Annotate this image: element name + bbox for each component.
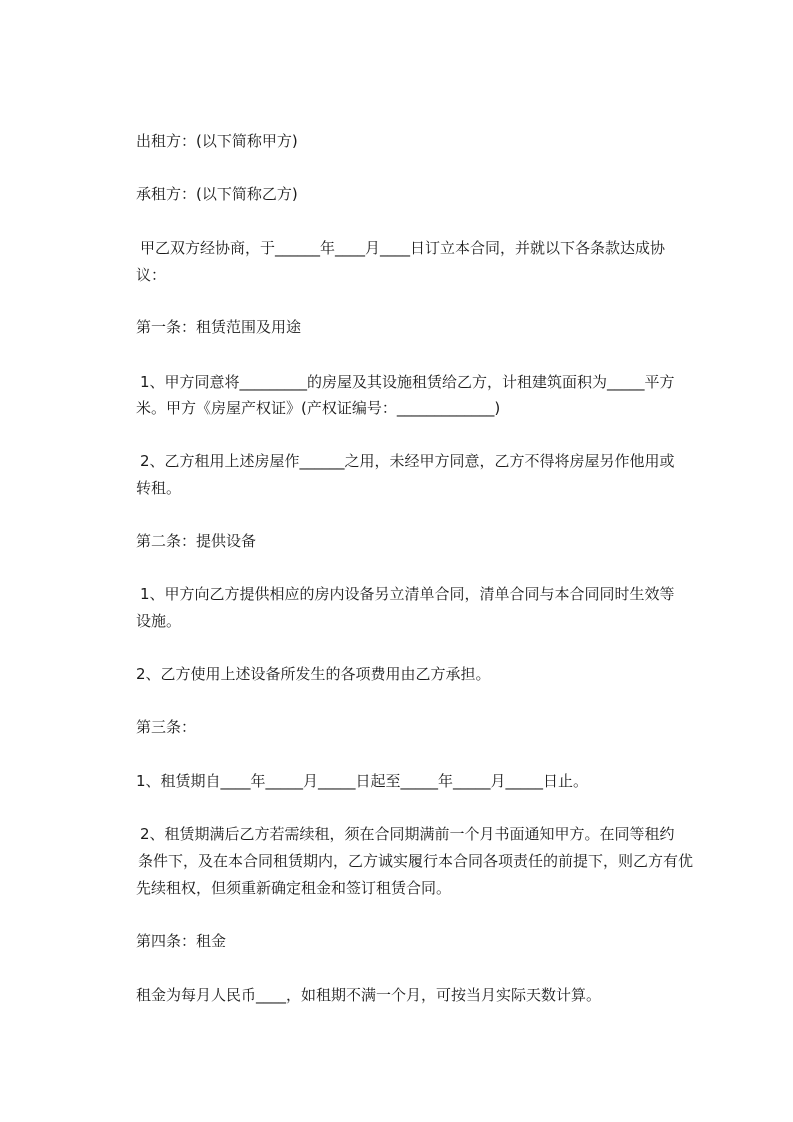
article-4-clause-1: 租金为每月人民币____，如租期不满一个月，可按当月实际天数计算。 bbox=[136, 986, 602, 1004]
article-2-clause-2: 2、乙方使用上述设备所发生的各项费用由乙方承担。 bbox=[136, 665, 491, 683]
article-3-clause-2-line-1: 2、租赁期满后乙方若需续租，须在合同期满前一个月书面通知甲方。在同等租约 bbox=[140, 825, 675, 843]
intro-paragraph-line-2: 议： bbox=[136, 266, 167, 284]
article-4-title: 第四条：租金 bbox=[136, 932, 227, 950]
article-1-clause-1-line-2: 米。甲方《房屋产权证》(产权证编号：_____________) bbox=[136, 399, 501, 417]
lessee-line: 承租方：(以下简称乙方) bbox=[136, 185, 298, 203]
article-1-title: 第一条：租赁范围及用途 bbox=[136, 318, 302, 336]
article-1-clause-2-line-2: 转租。 bbox=[136, 479, 182, 497]
article-1-clause-1-line-1: 1、甲方同意将_________的房屋及其设施租赁给乙方，计租建筑面积为_____平方 bbox=[140, 373, 675, 391]
article-3-title: 第三条： bbox=[136, 718, 197, 736]
lessor-line: 出租方：(以下简称甲方) bbox=[136, 132, 298, 150]
article-1-clause-2-line-1: 2、乙方租用上述房屋作______之用，未经甲方同意，乙方不得将房屋另作他用或 bbox=[140, 452, 675, 470]
article-2-title: 第二条：提供设备 bbox=[136, 532, 257, 550]
intro-paragraph-line-1: 甲乙双方经协商，于______年____月____日订立本合同，并就以下各条款达成协 bbox=[140, 239, 666, 257]
article-3-clause-1: 1、租赁期自____年_____月_____日起至_____年_____月_____日止。 bbox=[136, 772, 589, 790]
article-2-clause-1-line-2: 设施。 bbox=[136, 612, 182, 630]
article-2-clause-1-line-1: 1、甲方向乙方提供相应的房内设备另立清单合同，清单合同与本合同同时生效等 bbox=[140, 585, 675, 603]
article-3-clause-2-line-3: 先续租权，但须重新确定租金和签订租赁合同。 bbox=[136, 879, 452, 897]
article-3-clause-2-line-2: 条件下，及在本合同租赁期内，乙方诚实履行本合同各项责任的前提下，则乙方有优 bbox=[138, 852, 694, 870]
